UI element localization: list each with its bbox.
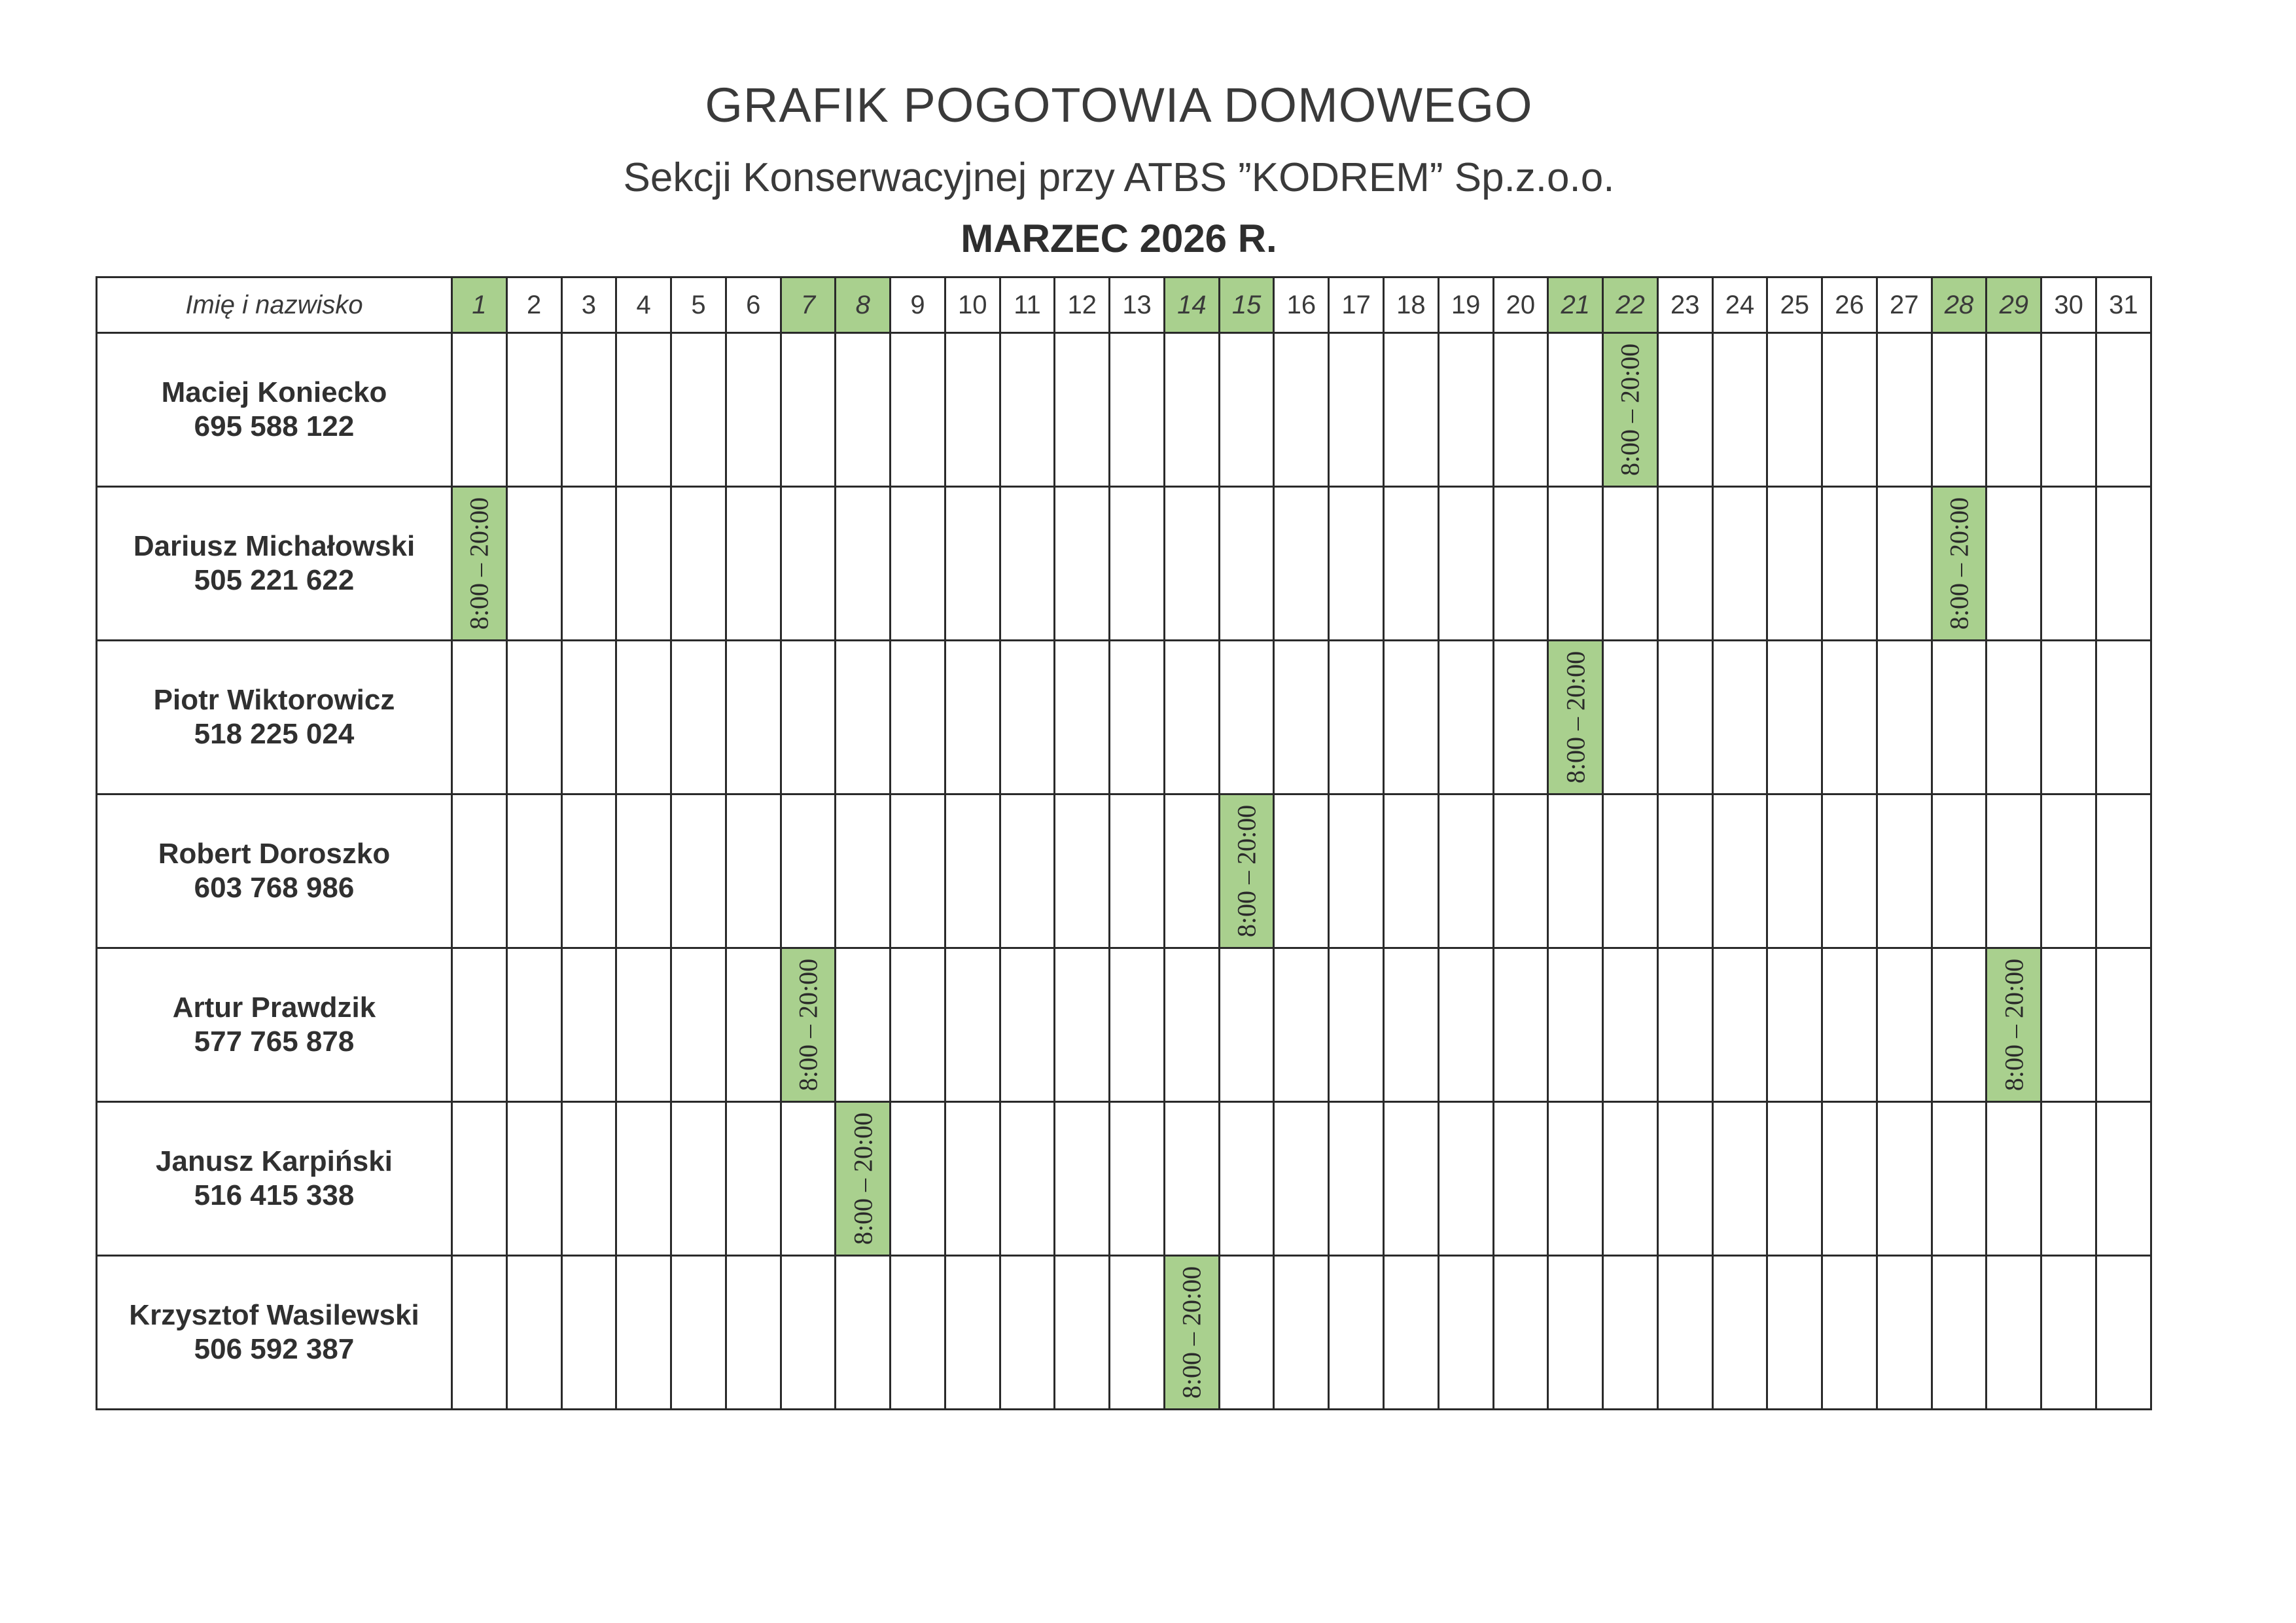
day-cell [506, 1102, 561, 1256]
day-cell [1274, 1102, 1329, 1256]
day-cell [726, 794, 781, 948]
person-phone: 695 588 122 [194, 410, 355, 442]
day-header-26: 26 [1822, 277, 1877, 333]
day-header-31: 31 [2096, 277, 2151, 333]
day-cell [1110, 948, 1165, 1102]
day-cell [891, 948, 945, 1102]
day-header-2: 2 [506, 277, 561, 333]
day-cell [945, 1256, 1000, 1410]
day-cell [1274, 487, 1329, 641]
day-cell [1603, 1102, 1658, 1256]
person-phone: 603 768 986 [194, 872, 355, 904]
day-cell [1767, 641, 1822, 794]
day-cell [1438, 487, 1493, 641]
day-cell [1822, 1256, 1877, 1410]
day-cell [1767, 794, 1822, 948]
day-cell [452, 1102, 507, 1256]
day-cell [1877, 487, 1932, 641]
day-cell [561, 794, 616, 948]
shift-label: 8:00 – 20:00 [1615, 343, 1645, 476]
page-title: GRAFIK POGOTOWIA DOMOWEGO [705, 78, 1533, 132]
shift-label: 8:00 – 20:00 [464, 497, 494, 630]
day-cell [1987, 641, 2041, 794]
day-header-29: 29 [1987, 277, 2041, 333]
day-cell [1877, 1102, 1932, 1256]
day-cell [1657, 1256, 1712, 1410]
day-cell [726, 333, 781, 487]
person-name: Janusz Karpiński [156, 1145, 393, 1177]
person-phone: 516 415 338 [194, 1179, 355, 1211]
day-cell [561, 487, 616, 641]
day-header-19: 19 [1438, 277, 1493, 333]
day-cell [1932, 1256, 1987, 1410]
day-cell [561, 333, 616, 487]
shift-cell [452, 487, 507, 641]
day-cell [2041, 794, 2096, 948]
shift-cell [1548, 641, 1603, 794]
day-cell [891, 794, 945, 948]
day-cell [836, 948, 891, 1102]
shift-label: 8:00 – 20:00 [1176, 1266, 1207, 1399]
day-cell [891, 1102, 945, 1256]
day-cell [1110, 1256, 1165, 1410]
day-cell [1000, 487, 1055, 641]
person-cell [97, 487, 452, 641]
day-cell [1274, 641, 1329, 794]
day-header-1: 1 [452, 277, 507, 333]
day-cell [1657, 1102, 1712, 1256]
person-name: Artur Prawdzik [172, 991, 376, 1024]
day-cell [452, 1256, 507, 1410]
day-cell [945, 948, 1000, 1102]
day-cell [836, 487, 891, 641]
day-header-17: 17 [1329, 277, 1384, 333]
day-cell [836, 641, 891, 794]
day-cell [1877, 333, 1932, 487]
day-cell [561, 1256, 616, 1410]
day-header-24: 24 [1712, 277, 1767, 333]
day-cell [726, 487, 781, 641]
person-name: Maciej Koniecko [161, 376, 387, 408]
day-cell [1767, 333, 1822, 487]
day-cell [1932, 333, 1987, 487]
day-cell [1164, 487, 1219, 641]
shift-cell [781, 948, 836, 1102]
day-cell [1164, 1102, 1219, 1256]
day-cell [781, 487, 836, 641]
day-cell [1548, 487, 1603, 641]
day-cell [1055, 641, 1110, 794]
day-cell [1603, 948, 1658, 1102]
day-cell [1987, 333, 2041, 487]
day-cell [1657, 948, 1712, 1102]
day-cell [506, 487, 561, 641]
day-cell [726, 1102, 781, 1256]
day-cell [1219, 1256, 1274, 1410]
day-cell [1877, 641, 1932, 794]
day-header-7: 7 [781, 277, 836, 333]
day-cell [1712, 794, 1767, 948]
day-cell [2096, 641, 2151, 794]
day-cell [781, 641, 836, 794]
day-header-9: 9 [891, 277, 945, 333]
person-row [97, 487, 2151, 641]
day-cell [616, 794, 671, 948]
day-cell [2041, 948, 2096, 1102]
name-column-header: Imię i nazwisko [97, 277, 452, 333]
day-cell [616, 948, 671, 1102]
day-cell [945, 333, 1000, 487]
person-cell [97, 333, 452, 487]
day-cell [616, 1102, 671, 1256]
day-cell [1493, 1256, 1548, 1410]
day-cell [1384, 1102, 1439, 1256]
day-cell [1767, 948, 1822, 1102]
day-cell [1712, 948, 1767, 1102]
day-cell [836, 794, 891, 948]
day-cell [1822, 794, 1877, 948]
day-cell [1110, 1102, 1165, 1256]
day-cell [1603, 487, 1658, 641]
day-cell [1274, 1256, 1329, 1410]
day-cell [1987, 794, 2041, 948]
person-phone: 505 221 622 [194, 564, 355, 596]
day-cell [1932, 948, 1987, 1102]
day-cell [1548, 333, 1603, 487]
day-cell [1767, 487, 1822, 641]
day-header-6: 6 [726, 277, 781, 333]
day-cell [1987, 1102, 2041, 1256]
day-cell [1274, 794, 1329, 948]
day-cell [945, 641, 1000, 794]
day-header-21: 21 [1548, 277, 1603, 333]
day-cell [1932, 1102, 1987, 1256]
day-cell [1219, 333, 1274, 487]
person-row [97, 641, 2151, 794]
day-cell [891, 641, 945, 794]
day-cell [616, 641, 671, 794]
person-name: Dariusz Michałowski [133, 530, 415, 562]
shift-cell [1932, 487, 1987, 641]
day-cell [671, 487, 726, 641]
day-cell [1712, 1256, 1767, 1410]
shift-label: 8:00 – 20:00 [1561, 651, 1591, 784]
day-cell [1384, 641, 1439, 794]
day-cell [1274, 333, 1329, 487]
day-cell [781, 1256, 836, 1410]
person-row [97, 1256, 2151, 1410]
day-cell [1438, 641, 1493, 794]
person-cell [97, 1102, 452, 1256]
person-phone: 506 592 387 [194, 1333, 355, 1365]
day-cell [506, 1256, 561, 1410]
day-cell [1712, 641, 1767, 794]
day-header-8: 8 [836, 277, 891, 333]
day-cell [891, 333, 945, 487]
day-header-27: 27 [1877, 277, 1932, 333]
day-cell [1822, 948, 1877, 1102]
day-cell [1712, 1102, 1767, 1256]
day-cell [1000, 333, 1055, 487]
person-cell [97, 948, 452, 1102]
day-cell [1657, 333, 1712, 487]
day-cell [726, 641, 781, 794]
day-header-20: 20 [1493, 277, 1548, 333]
day-cell [1603, 641, 1658, 794]
day-cell [781, 333, 836, 487]
day-cell [671, 641, 726, 794]
day-cell [616, 333, 671, 487]
day-cell [1932, 794, 1987, 948]
day-cell [1164, 794, 1219, 948]
day-cell [616, 1256, 671, 1410]
day-cell [945, 487, 1000, 641]
day-cell [781, 794, 836, 948]
day-cell [1219, 641, 1274, 794]
day-cell [891, 1256, 945, 1410]
day-cell [1548, 1256, 1603, 1410]
day-cell [1055, 1256, 1110, 1410]
day-cell [891, 487, 945, 641]
day-cell [1055, 333, 1110, 487]
day-cell [1767, 1256, 1822, 1410]
day-cell [1384, 487, 1439, 641]
day-cell [1493, 487, 1548, 641]
day-cell [1000, 948, 1055, 1102]
day-cell [1329, 333, 1384, 487]
shift-cell [1219, 794, 1274, 948]
day-cell [2041, 487, 2096, 641]
shift-label: 8:00 – 20:00 [1999, 958, 2029, 1092]
day-cell [1932, 641, 1987, 794]
day-header-11: 11 [1000, 277, 1055, 333]
day-cell [1987, 487, 2041, 641]
person-name: Robert Doroszko [158, 838, 391, 870]
day-cell [1438, 948, 1493, 1102]
day-cell [1877, 948, 1932, 1102]
day-cell [1329, 948, 1384, 1102]
shift-cell [836, 1102, 891, 1256]
day-cell [561, 1102, 616, 1256]
day-cell [671, 794, 726, 948]
day-cell [945, 1102, 1000, 1256]
day-cell [1055, 794, 1110, 948]
day-cell [781, 1102, 836, 1256]
day-cell [2096, 794, 2151, 948]
day-cell [2041, 333, 2096, 487]
day-cell [1438, 1256, 1493, 1410]
day-cell [1822, 333, 1877, 487]
day-cell [1055, 487, 1110, 641]
day-cell [945, 794, 1000, 948]
person-phone: 577 765 878 [194, 1026, 355, 1058]
day-header-28: 28 [1932, 277, 1987, 333]
day-cell [561, 948, 616, 1102]
month-label: MARZEC 2026 R. [961, 217, 1277, 260]
day-cell [1438, 333, 1493, 487]
shift-cell [1603, 333, 1658, 487]
day-cell [1164, 948, 1219, 1102]
day-cell [506, 641, 561, 794]
person-name: Piotr Wiktorowicz [153, 684, 395, 716]
day-header-10: 10 [945, 277, 1000, 333]
day-cell [452, 641, 507, 794]
day-cell [1329, 1256, 1384, 1410]
day-cell [2041, 1102, 2096, 1256]
person-name: Krzysztof Wasilewski [129, 1299, 419, 1331]
day-cell [506, 333, 561, 487]
day-cell [2041, 1256, 2096, 1410]
day-cell [1110, 333, 1165, 487]
person-row [97, 333, 2151, 487]
day-cell [1000, 1256, 1055, 1410]
day-cell [836, 333, 891, 487]
day-cell [1329, 1102, 1384, 1256]
day-cell [726, 1256, 781, 1410]
shift-label: 8:00 – 20:00 [848, 1112, 878, 1245]
person-phone: 518 225 024 [194, 718, 355, 750]
day-header-18: 18 [1384, 277, 1439, 333]
day-cell [2041, 641, 2096, 794]
day-cell [506, 794, 561, 948]
day-cell [1712, 333, 1767, 487]
day-cell [1274, 948, 1329, 1102]
day-cell [1055, 948, 1110, 1102]
day-cell [1219, 948, 1274, 1102]
day-cell [2096, 1256, 2151, 1410]
day-header-16: 16 [1274, 277, 1329, 333]
day-cell [561, 641, 616, 794]
shift-label: 8:00 – 20:00 [793, 958, 823, 1092]
day-cell [2096, 948, 2151, 1102]
day-cell [1987, 1256, 2041, 1410]
day-cell [1438, 1102, 1493, 1256]
day-header-22: 22 [1603, 277, 1658, 333]
day-cell [1493, 1102, 1548, 1256]
day-cell [1329, 641, 1384, 794]
day-cell [1822, 487, 1877, 641]
day-cell [1657, 794, 1712, 948]
day-cell [1164, 641, 1219, 794]
day-cell [1493, 794, 1548, 948]
day-cell [1657, 641, 1712, 794]
day-cell [452, 333, 507, 487]
day-header-23: 23 [1657, 277, 1712, 333]
day-header-12: 12 [1055, 277, 1110, 333]
day-cell [1384, 1256, 1439, 1410]
day-cell [1603, 1256, 1658, 1410]
day-cell [1219, 487, 1274, 641]
day-cell [1603, 794, 1658, 948]
day-cell [1110, 794, 1165, 948]
day-cell [1548, 948, 1603, 1102]
day-cell [1384, 794, 1439, 948]
person-row [97, 794, 2151, 948]
day-cell [1877, 1256, 1932, 1410]
day-cell [1493, 641, 1548, 794]
day-cell [1000, 1102, 1055, 1256]
day-cell [452, 794, 507, 948]
day-header-3: 3 [561, 277, 616, 333]
day-cell [1548, 1102, 1603, 1256]
day-cell [1493, 333, 1548, 487]
day-cell [1657, 487, 1712, 641]
day-cell [1384, 948, 1439, 1102]
day-cell [1822, 641, 1877, 794]
day-cell [1767, 1102, 1822, 1256]
day-cell [616, 487, 671, 641]
day-cell [1110, 641, 1165, 794]
person-cell [97, 1256, 452, 1410]
day-cell [1493, 948, 1548, 1102]
day-cell [836, 1256, 891, 1410]
day-cell [1219, 1102, 1274, 1256]
day-cell [1000, 641, 1055, 794]
schedule-table [96, 276, 2152, 1410]
day-header-14: 14 [1164, 277, 1219, 333]
person-cell [97, 794, 452, 948]
day-header-13: 13 [1110, 277, 1165, 333]
day-cell [1384, 333, 1439, 487]
day-cell [671, 948, 726, 1102]
day-cell [671, 333, 726, 487]
day-cell [1164, 333, 1219, 487]
shift-label: 8:00 – 20:00 [1944, 497, 1974, 630]
shift-cell [1987, 948, 2041, 1102]
day-cell [671, 1256, 726, 1410]
day-cell [2096, 487, 2151, 641]
day-header-25: 25 [1767, 277, 1822, 333]
person-cell [97, 641, 452, 794]
day-header-4: 4 [616, 277, 671, 333]
day-cell [1055, 1102, 1110, 1256]
shift-cell [1164, 1256, 1219, 1410]
day-cell [2096, 1102, 2151, 1256]
day-cell [1822, 1102, 1877, 1256]
day-cell [1110, 487, 1165, 641]
person-row [97, 1102, 2151, 1256]
person-row [97, 948, 2151, 1102]
day-header-15: 15 [1219, 277, 1274, 333]
day-cell [671, 1102, 726, 1256]
day-cell [1000, 794, 1055, 948]
page-subtitle: Sekcji Konserwacyjnej przy ATBS ”KODREM” Sp.z.o.o. [623, 155, 1615, 200]
day-cell [1877, 794, 1932, 948]
day-header-5: 5 [671, 277, 726, 333]
shift-label: 8:00 – 20:00 [1231, 804, 1262, 938]
day-cell [1548, 794, 1603, 948]
day-cell [1712, 487, 1767, 641]
day-cell [726, 948, 781, 1102]
day-cell [1329, 487, 1384, 641]
day-cell [1329, 794, 1384, 948]
day-cell [2096, 333, 2151, 487]
day-cell [452, 948, 507, 1102]
day-header-30: 30 [2041, 277, 2096, 333]
day-cell [506, 948, 561, 1102]
header-row [97, 277, 2151, 333]
day-cell [1438, 794, 1493, 948]
